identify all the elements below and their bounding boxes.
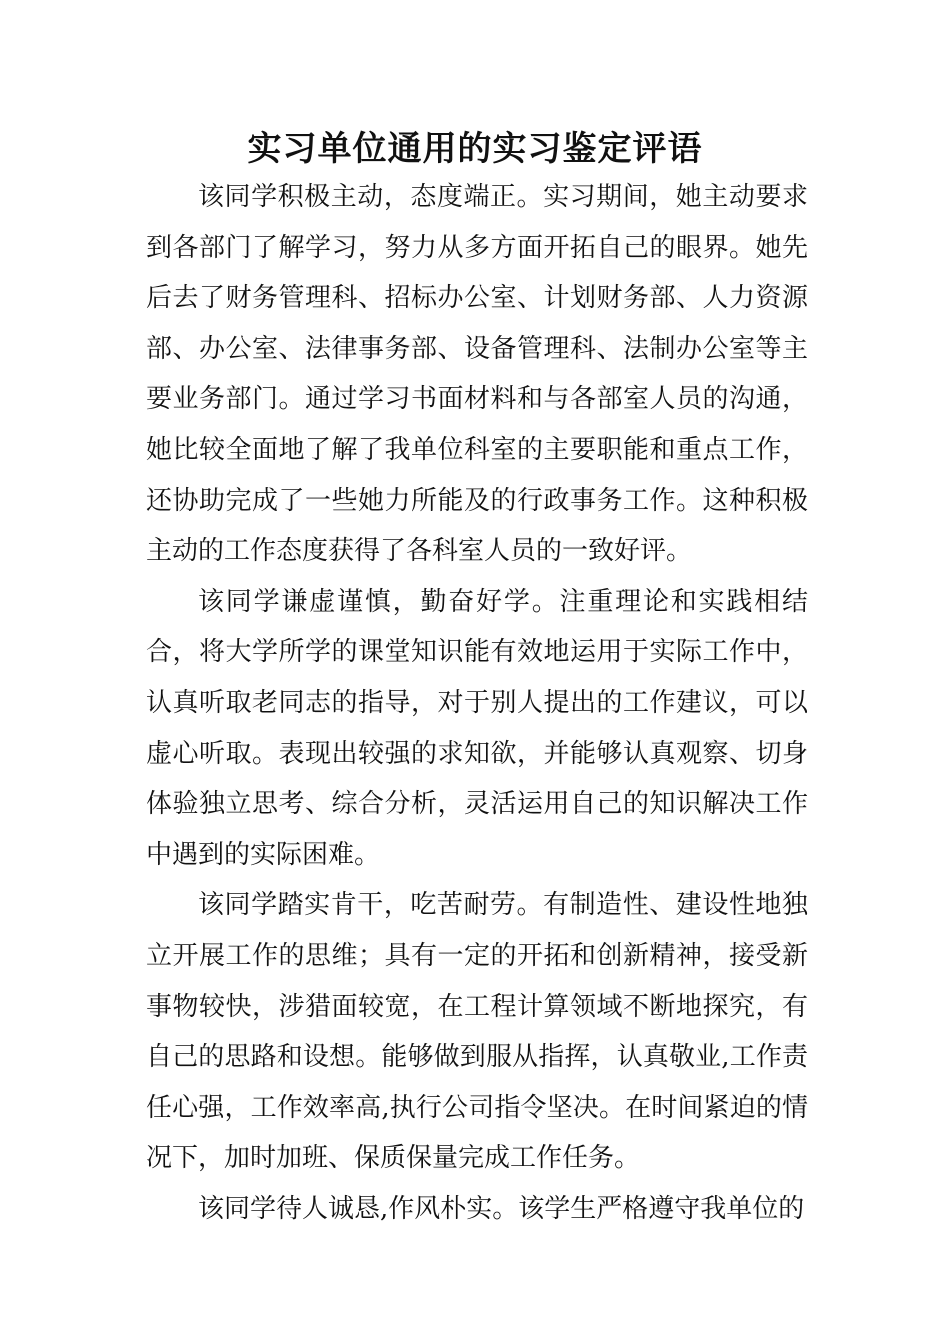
document-body bbox=[146, 172, 808, 1234]
paragraph-conduct: 该同学待人诚恳,作风朴实。该学生严格遵守我单位的 bbox=[198, 1193, 805, 1224]
document-title: 实习单位通用的实习鉴定评语 bbox=[247, 129, 703, 169]
paragraph-work-ethic: 该同学踏实肯干，吃苦耐劳。有制造性、建设性地独立开展工作的思维；具有一定的开拓和创新精神，接受新事物较快，涉猎面较宽，在工程计算领域不断地探究，有自己的思路和设想。能够做到服从指挥，认真敬业,工作责任心强，工作效率高,执行公司指令坚决。在时间紧迫的情况下，加时加班、保质保量完成工作任务。 bbox=[146, 890, 808, 1174]
paragraph-attitude: 该同学积极主动，态度端正。实习期间，她主动要求到各部门了解学习，努力从多方面开拓自己的眼界。她先后去了财务管理科、招标办公室、计划财务部、人力资源部、办公室、法律事务部、设备管理科、法制办公室等主要业务部门。通过学习书面材料和与各部室人员的沟通，她比较全面地了解了我单位科室的主要职能和重点工作，还协助完成了一些她力所能及的行政事务工作。这种积极主动的工作态度获得了各科室人员的一致好评。 bbox=[146, 182, 808, 567]
paragraph-learning: 该同学谦虚谨慎，勤奋好学。注重理论和实践相结合，将大学所学的课堂知识能有效地运用于实际工作中，认真听取老同志的指导，对于别人提出的工作建议，可以虚心听取。表现出较强的求知欲，并能够认真观察、切身体验独立思考、综合分析，灵活运用自己的知识解决工作中遇到的实际困难。 bbox=[146, 586, 808, 870]
